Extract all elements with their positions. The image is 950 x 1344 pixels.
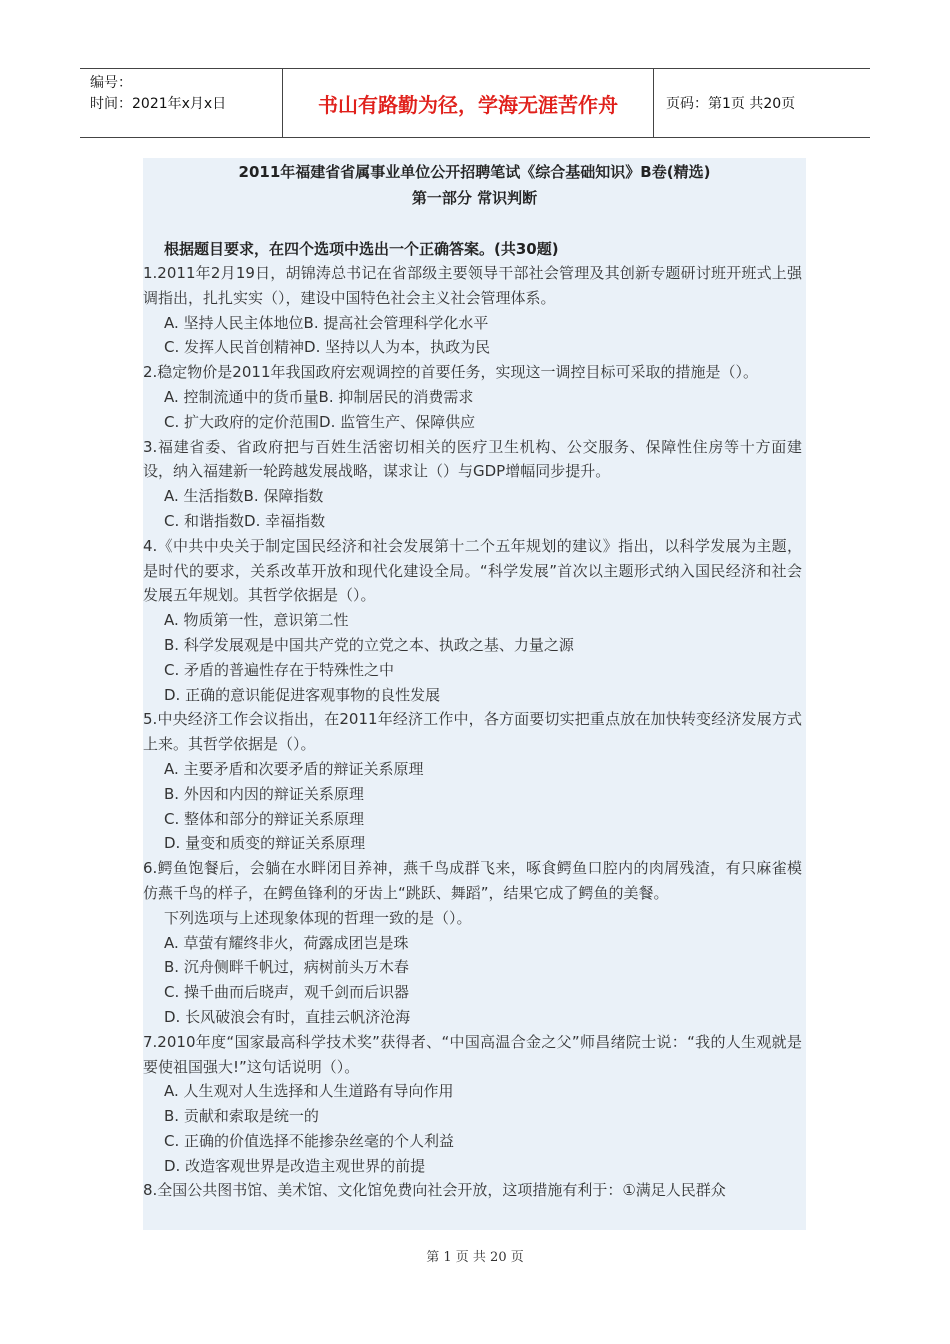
question-3: 3.福建省委、省政府把与百姓生活密切相关的医疗卫生机构、公交服务、保障性住房等十方面建设，纳入福建新一轮跨越发展战略，谋求让（）与GDP增幅同步提升。 [143, 437, 802, 481]
option-b: B. 外因和内因的辩证关系原理 [164, 784, 364, 803]
option-b: B. 贡献和索取是统一的 [164, 1107, 319, 1126]
part-heading: 第一部分 常识判断 [411, 189, 538, 207]
option-c: C. 扩大政府的定价范围 [164, 412, 320, 431]
option-d: D. 正确的意识能促进客观事物的良性发展 [164, 685, 441, 704]
option-c: C. 操千曲而后晓声，观千剑而后识器 [164, 983, 410, 1002]
option-c: C. 发挥人民首创精神 [164, 338, 305, 357]
option-a: A. 主要矛盾和次要矛盾的辩证关系原理 [164, 759, 424, 778]
question-6-prompt: 下列选项与上述现象体现的哲理一致的是（）。 [164, 908, 472, 927]
option-b: B. 保障指数 [243, 487, 324, 506]
header-meta [80, 69, 282, 137]
option-row [143, 509, 806, 534]
time-label: 时间：2021年x月x日 [90, 96, 227, 112]
page-footer: 第 1 页 共 20 页 [426, 1250, 524, 1265]
page-header [80, 68, 870, 138]
option-d: D. 量变和质变的辩证关系原理 [164, 834, 366, 853]
option-a: A. 坚持人民主体地位 [164, 313, 304, 332]
option-c: C. 和谐指数 [164, 511, 245, 530]
option-d: D. 坚持以人为本，执政为民 [304, 338, 491, 357]
option-b: B. 科学发展观是中国共产党的立党之本、执政之基、力量之源 [164, 635, 574, 654]
question-4: 4.《中共中央关于制定国民经济和社会发展第十二个五年规划的建议》指出，以科学发展为主题，是时代的要求，关系改革开放和现代化建设全局。“科学发展”首次以主题形式纳入国民经济和社会发展五年规划。其哲学依据是（）。 [143, 536, 802, 605]
option-c: C. 正确的价值选择不能掺杂丝毫的个人利益 [164, 1131, 455, 1150]
document-title: 2011年福建省省属事业单位公开招聘笔试《综合基础知识》B卷(精选) [238, 163, 711, 181]
option-a: A. 草萤有耀终非火，荷露成团岂是珠 [164, 933, 409, 952]
option-c: C. 整体和部分的辩证关系原理 [164, 809, 365, 828]
option-a: A. 物质第一性，意识第二性 [164, 611, 349, 630]
option-row [143, 311, 806, 336]
question-5: 5.中央经济工作会议指出，在2011年经济工作中，各方面要切实把重点放在加快转变经济发展方式上来。其哲学依据是（）。 [143, 710, 802, 754]
header-page-info: 页码：第1页 共20页 [666, 96, 796, 112]
option-row [143, 335, 806, 360]
question-2: 2.稳定物价是2011年我国政府宏观调控的首要任务，实现这一调控目标可采取的措施是（）。 [143, 363, 758, 382]
option-c: C. 矛盾的普遍性存在于特殊性之中 [164, 660, 395, 679]
option-b: B. 提高社会管理科学化水平 [303, 313, 489, 332]
number-label: 编号： [90, 75, 132, 91]
option-a: A. 控制流通中的货币量 [164, 387, 319, 406]
option-row [143, 410, 806, 435]
question-6: 6.鳄鱼饱餐后，会躺在水畔闭目养神，燕千鸟成群飞来，啄食鳄鱼口腔内的肉屑残渣，有只麻雀模仿燕千鸟的样子，在鳄鱼锋利的牙齿上“跳跃、舞蹈”，结果它成了鳄鱼的美餐。 [143, 859, 802, 902]
option-d: D. 改造客观世界是改造主观世界的前提 [164, 1156, 426, 1175]
option-b: B. 抑制居民的消费需求 [318, 387, 474, 406]
option-row [143, 484, 806, 509]
option-a: A. 人生观对人生选择和人生道路有导向作用 [164, 1082, 454, 1101]
document-body [143, 158, 806, 1230]
instruction: 根据题目要求，在四个选项中选出一个正确答案。(共30题) [164, 240, 559, 258]
question-1: 1.2011年2月19日，胡锦涛总书记在省部级主要领导干部社会管理及其创新专题研讨班开班式上强调指出，扎扎实实（），建设中国特色社会主义社会管理体系。 [143, 264, 802, 307]
option-a: A. 生活指数 [164, 487, 244, 506]
question-8: 8.全国公共图书馆、美术馆、文化馆免费向社会开放，这项措施有利于：①满足人民群众 [143, 1181, 726, 1200]
header-motto: 书山有路勤为径，学海无涯苦作舟 [282, 69, 654, 137]
option-d: D. 长风破浪会有时，直挂云帆济沧海 [164, 1007, 411, 1026]
option-row [143, 385, 806, 410]
option-d: D. 监管生产、保障供应 [319, 412, 476, 431]
option-d: D. 幸福指数 [244, 511, 326, 530]
question-7: 7.2010年度“国家最高科学技术奖”获得者、“中国高温合金之父”师昌绪院士说：“我的人生观就是要使祖国强大!”这句话说明（）。 [143, 1032, 802, 1076]
option-b: B. 沉舟侧畔千帆过，病树前头万木春 [164, 958, 409, 977]
